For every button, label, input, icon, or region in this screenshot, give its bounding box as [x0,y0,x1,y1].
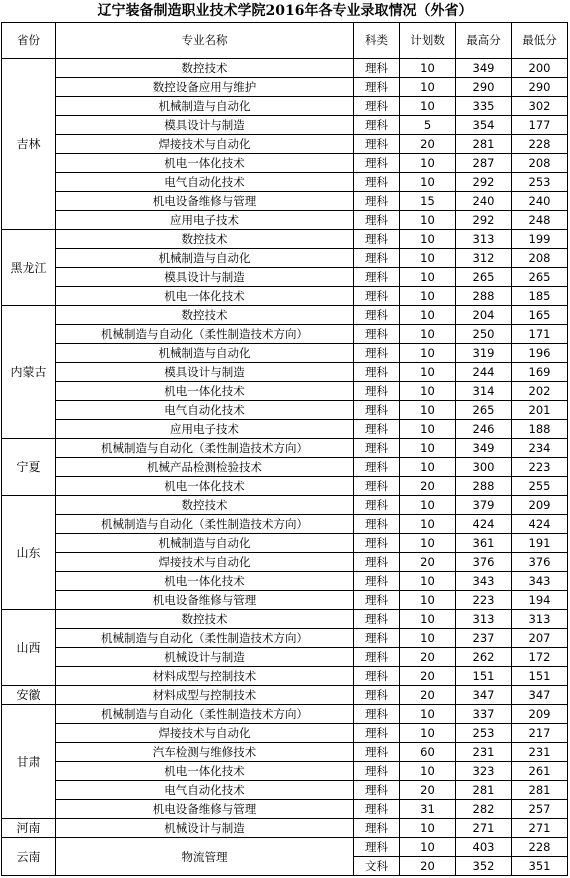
max-score-cell: 253 [456,724,512,743]
major-cell: 应用电子技术 [56,420,354,439]
max-score-cell: 282 [456,800,512,819]
plan-cell: 10 [400,382,456,401]
max-score-cell: 250 [456,325,512,344]
table-row [2,306,568,325]
min-score-cell: 261 [512,762,568,781]
header-row [2,23,568,59]
table-row [2,192,568,211]
table-row [2,97,568,116]
track-cell: 理科 [354,477,400,496]
major-cell: 机械设计与制造 [56,819,354,838]
table-row [2,534,568,553]
major-cell: 机械制造与自动化 [56,344,354,363]
major-cell: 机械制造与自动化（柔性制造技术方向） [56,629,354,648]
track-cell: 理科 [354,439,400,458]
plan-cell: 10 [400,610,456,629]
max-score-cell: 265 [456,268,512,287]
plan-cell: 10 [400,705,456,724]
plan-cell: 20 [400,781,456,800]
min-score-cell: 424 [512,515,568,534]
min-score-cell: 257 [512,800,568,819]
major-cell: 机械制造与自动化（柔性制造技术方向） [56,705,354,724]
table-row [2,838,568,857]
major-cell: 焊接技术与自动化 [56,724,354,743]
table-row [2,401,568,420]
plan-cell: 10 [400,534,456,553]
plan-cell: 10 [400,344,456,363]
province-cell: 黑龙江 [2,230,56,306]
major-cell: 机电一体化技术 [56,154,354,173]
province-cell: 河南 [2,819,56,838]
plan-cell: 31 [400,800,456,819]
min-score-cell: 209 [512,496,568,515]
plan-cell: 5 [400,116,456,135]
track-cell: 理科 [354,192,400,211]
plan-cell: 20 [400,686,456,705]
table-row [2,439,568,458]
major-cell: 机电一体化技术 [56,572,354,591]
min-score-cell: 231 [512,743,568,762]
table-row [2,230,568,249]
min-score-cell: 169 [512,363,568,382]
max-score-cell: 352 [456,857,512,876]
major-cell: 机电设备维修与管理 [56,591,354,610]
max-score-cell: 237 [456,629,512,648]
major-cell: 机电设备维修与管理 [56,192,354,211]
major-cell: 汽车检测与维修技术 [56,743,354,762]
min-score-cell: 209 [512,705,568,724]
min-score-cell: 194 [512,591,568,610]
plan-cell: 10 [400,401,456,420]
plan-cell: 10 [400,838,456,857]
major-cell: 机械制造与自动化（柔性制造技术方向） [56,515,354,534]
track-cell: 理科 [354,743,400,762]
plan-cell: 10 [400,249,456,268]
major-cell: 电气自动化技术 [56,173,354,192]
major-cell: 机械制造与自动化（柔性制造技术方向） [56,439,354,458]
table-row [2,211,568,230]
major-cell: 模具设计与制造 [56,268,354,287]
plan-cell: 10 [400,173,456,192]
track-cell: 理科 [354,344,400,363]
min-score-cell: 265 [512,268,568,287]
track-cell: 理科 [354,629,400,648]
track-cell: 理科 [354,781,400,800]
max-score-cell: 313 [456,230,512,249]
table-row [2,496,568,515]
major-cell: 机械产品检测检验技术 [56,458,354,477]
plan-cell: 10 [400,439,456,458]
min-score-cell: 248 [512,211,568,230]
min-score-cell: 202 [512,382,568,401]
max-score-cell: 361 [456,534,512,553]
major-cell: 模具设计与制造 [56,363,354,382]
min-score-cell: 165 [512,306,568,325]
header-plan: 计划数 [400,23,456,59]
major-cell: 数控技术 [56,496,354,515]
header-max-score: 最高分 [456,23,512,59]
plan-cell: 10 [400,420,456,439]
table-row [2,325,568,344]
plan-cell: 10 [400,458,456,477]
plan-cell: 10 [400,211,456,230]
track-cell: 理科 [354,116,400,135]
min-score-cell: 290 [512,78,568,97]
major-cell: 材料成型与控制技术 [56,686,354,705]
min-score-cell: 151 [512,667,568,686]
plan-cell: 10 [400,496,456,515]
max-score-cell: 223 [456,591,512,610]
plan-cell: 10 [400,325,456,344]
track-cell: 理科 [354,515,400,534]
table-row [2,154,568,173]
plan-cell: 20 [400,477,456,496]
max-score-cell: 281 [456,135,512,154]
major-cell: 应用电子技术 [56,211,354,230]
max-score-cell: 290 [456,78,512,97]
max-score-cell: 424 [456,515,512,534]
province-cell: 山东 [2,496,56,610]
min-score-cell: 271 [512,819,568,838]
min-score-cell: 313 [512,610,568,629]
table-row [2,705,568,724]
major-cell: 机械设计与制造 [56,648,354,667]
max-score-cell: 314 [456,382,512,401]
track-cell: 理科 [354,230,400,249]
max-score-cell: 323 [456,762,512,781]
table-row [2,800,568,819]
table-row [2,629,568,648]
major-cell: 机电设备维修与管理 [56,800,354,819]
track-cell: 理科 [354,686,400,705]
track-cell: 理科 [354,420,400,439]
plan-cell: 10 [400,230,456,249]
plan-cell: 10 [400,724,456,743]
track-cell: 理科 [354,572,400,591]
table-row [2,515,568,534]
max-score-cell: 349 [456,439,512,458]
plan-cell: 10 [400,154,456,173]
min-score-cell: 196 [512,344,568,363]
major-cell: 焊接技术与自动化 [56,135,354,154]
track-cell: 理科 [354,59,400,78]
max-score-cell: 231 [456,743,512,762]
province-cell: 吉林 [2,59,56,230]
plan-cell: 10 [400,306,456,325]
table-row [2,610,568,629]
major-cell: 焊接技术与自动化 [56,553,354,572]
min-score-cell: 201 [512,401,568,420]
min-score-cell: 172 [512,648,568,667]
min-score-cell: 217 [512,724,568,743]
max-score-cell: 379 [456,496,512,515]
track-cell: 理科 [354,287,400,306]
max-score-cell: 403 [456,838,512,857]
max-score-cell: 151 [456,667,512,686]
province-cell: 云南 [2,838,56,876]
track-cell: 理科 [354,97,400,116]
major-cell: 数控技术 [56,610,354,629]
major-cell: 数控技术 [56,230,354,249]
header-province: 省份 [2,23,56,59]
plan-cell: 20 [400,553,456,572]
track-cell: 理科 [354,534,400,553]
max-score-cell: 292 [456,211,512,230]
table-row [2,249,568,268]
max-score-cell: 337 [456,705,512,724]
plan-cell: 10 [400,591,456,610]
max-score-cell: 246 [456,420,512,439]
max-score-cell: 281 [456,781,512,800]
major-cell: 模具设计与制造 [56,116,354,135]
min-score-cell: 185 [512,287,568,306]
min-score-cell: 200 [512,59,568,78]
table-row [2,553,568,572]
min-score-cell: 234 [512,439,568,458]
track-cell: 理科 [354,135,400,154]
table-body [2,59,568,876]
major-cell: 数控技术 [56,306,354,325]
min-score-cell: 343 [512,572,568,591]
max-score-cell: 288 [456,477,512,496]
min-score-cell: 376 [512,553,568,572]
track-cell: 理科 [354,724,400,743]
max-score-cell: 244 [456,363,512,382]
plan-cell: 10 [400,287,456,306]
min-score-cell: 208 [512,154,568,173]
min-score-cell: 177 [512,116,568,135]
track-cell: 文科 [354,857,400,876]
max-score-cell: 376 [456,553,512,572]
max-score-cell: 312 [456,249,512,268]
table-row [2,591,568,610]
header-min-score: 最低分 [512,23,568,59]
plan-cell: 10 [400,515,456,534]
major-cell: 机电一体化技术 [56,477,354,496]
table-row [2,116,568,135]
max-score-cell: 319 [456,344,512,363]
table-row [2,686,568,705]
min-score-cell: 199 [512,230,568,249]
table-row [2,344,568,363]
plan-cell: 10 [400,78,456,97]
min-score-cell: 228 [512,135,568,154]
max-score-cell: 349 [456,59,512,78]
province-cell: 安徽 [2,686,56,705]
plan-cell: 20 [400,648,456,667]
max-score-cell: 354 [456,116,512,135]
min-score-cell: 255 [512,477,568,496]
track-cell: 理科 [354,667,400,686]
track-cell: 理科 [354,306,400,325]
track-cell: 理科 [354,496,400,515]
plan-cell: 10 [400,762,456,781]
max-score-cell: 262 [456,648,512,667]
document-title: 辽宁装备制造职业技术学院2016年各专业录取情况（外省） [97,3,473,19]
track-cell: 理科 [354,78,400,97]
table-row [2,724,568,743]
admission-table [1,22,568,876]
province-cell: 宁夏 [2,439,56,496]
major-cell: 机械制造与自动化 [56,249,354,268]
min-score-cell: 281 [512,781,568,800]
track-cell: 理科 [354,610,400,629]
major-cell: 机械制造与自动化 [56,534,354,553]
plan-cell: 10 [400,819,456,838]
plan-cell: 15 [400,192,456,211]
table-row [2,477,568,496]
major-cell: 机械制造与自动化 [56,97,354,116]
track-cell: 理科 [354,762,400,781]
plan-cell: 60 [400,743,456,762]
plan-cell: 10 [400,97,456,116]
major-cell: 电气自动化技术 [56,401,354,420]
plan-cell: 10 [400,572,456,591]
plan-cell: 10 [400,59,456,78]
table-row [2,78,568,97]
min-score-cell: 240 [512,192,568,211]
min-score-cell: 347 [512,686,568,705]
major-cell: 数控技术 [56,59,354,78]
table-row [2,287,568,306]
province-cell: 内蒙古 [2,306,56,439]
table-row [2,762,568,781]
plan-cell: 10 [400,363,456,382]
table-row [2,667,568,686]
min-score-cell: 188 [512,420,568,439]
plan-cell: 20 [400,135,456,154]
major-cell: 数控设备应用与维护 [56,78,354,97]
min-score-cell: 171 [512,325,568,344]
province-cell: 山西 [2,610,56,686]
header-track: 科类 [354,23,400,59]
table-row [2,173,568,192]
major-cell: 机电一体化技术 [56,762,354,781]
max-score-cell: 292 [456,173,512,192]
min-score-cell: 351 [512,857,568,876]
table-row [2,743,568,762]
track-cell: 理科 [354,211,400,230]
plan-cell: 10 [400,268,456,287]
plan-cell: 20 [400,857,456,876]
table-row [2,420,568,439]
track-cell: 理科 [354,553,400,572]
major-cell: 电气自动化技术 [56,781,354,800]
max-score-cell: 343 [456,572,512,591]
major-cell: 机械制造与自动化（柔性制造技术方向） [56,325,354,344]
table-row [2,363,568,382]
table-row [2,819,568,838]
track-cell: 理科 [354,173,400,192]
track-cell: 理科 [354,838,400,857]
max-score-cell: 271 [456,819,512,838]
table-row [2,268,568,287]
max-score-cell: 287 [456,154,512,173]
min-score-cell: 223 [512,458,568,477]
major-cell: 材料成型与控制技术 [56,667,354,686]
province-cell: 甘肃 [2,705,56,819]
track-cell: 理科 [354,705,400,724]
min-score-cell: 191 [512,534,568,553]
max-score-cell: 288 [456,287,512,306]
min-score-cell: 207 [512,629,568,648]
track-cell: 理科 [354,268,400,287]
track-cell: 理科 [354,249,400,268]
table-row [2,458,568,477]
track-cell: 理科 [354,325,400,344]
table-row [2,135,568,154]
track-cell: 理科 [354,458,400,477]
table-row [2,572,568,591]
table-row [2,382,568,401]
min-score-cell: 228 [512,838,568,857]
track-cell: 理科 [354,401,400,420]
track-cell: 理科 [354,800,400,819]
table-row [2,648,568,667]
track-cell: 理科 [354,591,400,610]
max-score-cell: 335 [456,97,512,116]
track-cell: 理科 [354,648,400,667]
table-row [2,59,568,78]
max-score-cell: 204 [456,306,512,325]
major-cell: 物流管理 [56,838,354,876]
max-score-cell: 313 [456,610,512,629]
min-score-cell: 302 [512,97,568,116]
plan-cell: 10 [400,629,456,648]
max-score-cell: 300 [456,458,512,477]
major-cell: 机电一体化技术 [56,287,354,306]
table-row [2,781,568,800]
max-score-cell: 240 [456,192,512,211]
track-cell: 理科 [354,382,400,401]
track-cell: 理科 [354,154,400,173]
min-score-cell: 253 [512,173,568,192]
track-cell: 理科 [354,819,400,838]
max-score-cell: 347 [456,686,512,705]
min-score-cell: 208 [512,249,568,268]
plan-cell: 20 [400,667,456,686]
max-score-cell: 265 [456,401,512,420]
header-major: 专业名称 [56,23,354,59]
track-cell: 理科 [354,363,400,382]
major-cell: 机电一体化技术 [56,382,354,401]
